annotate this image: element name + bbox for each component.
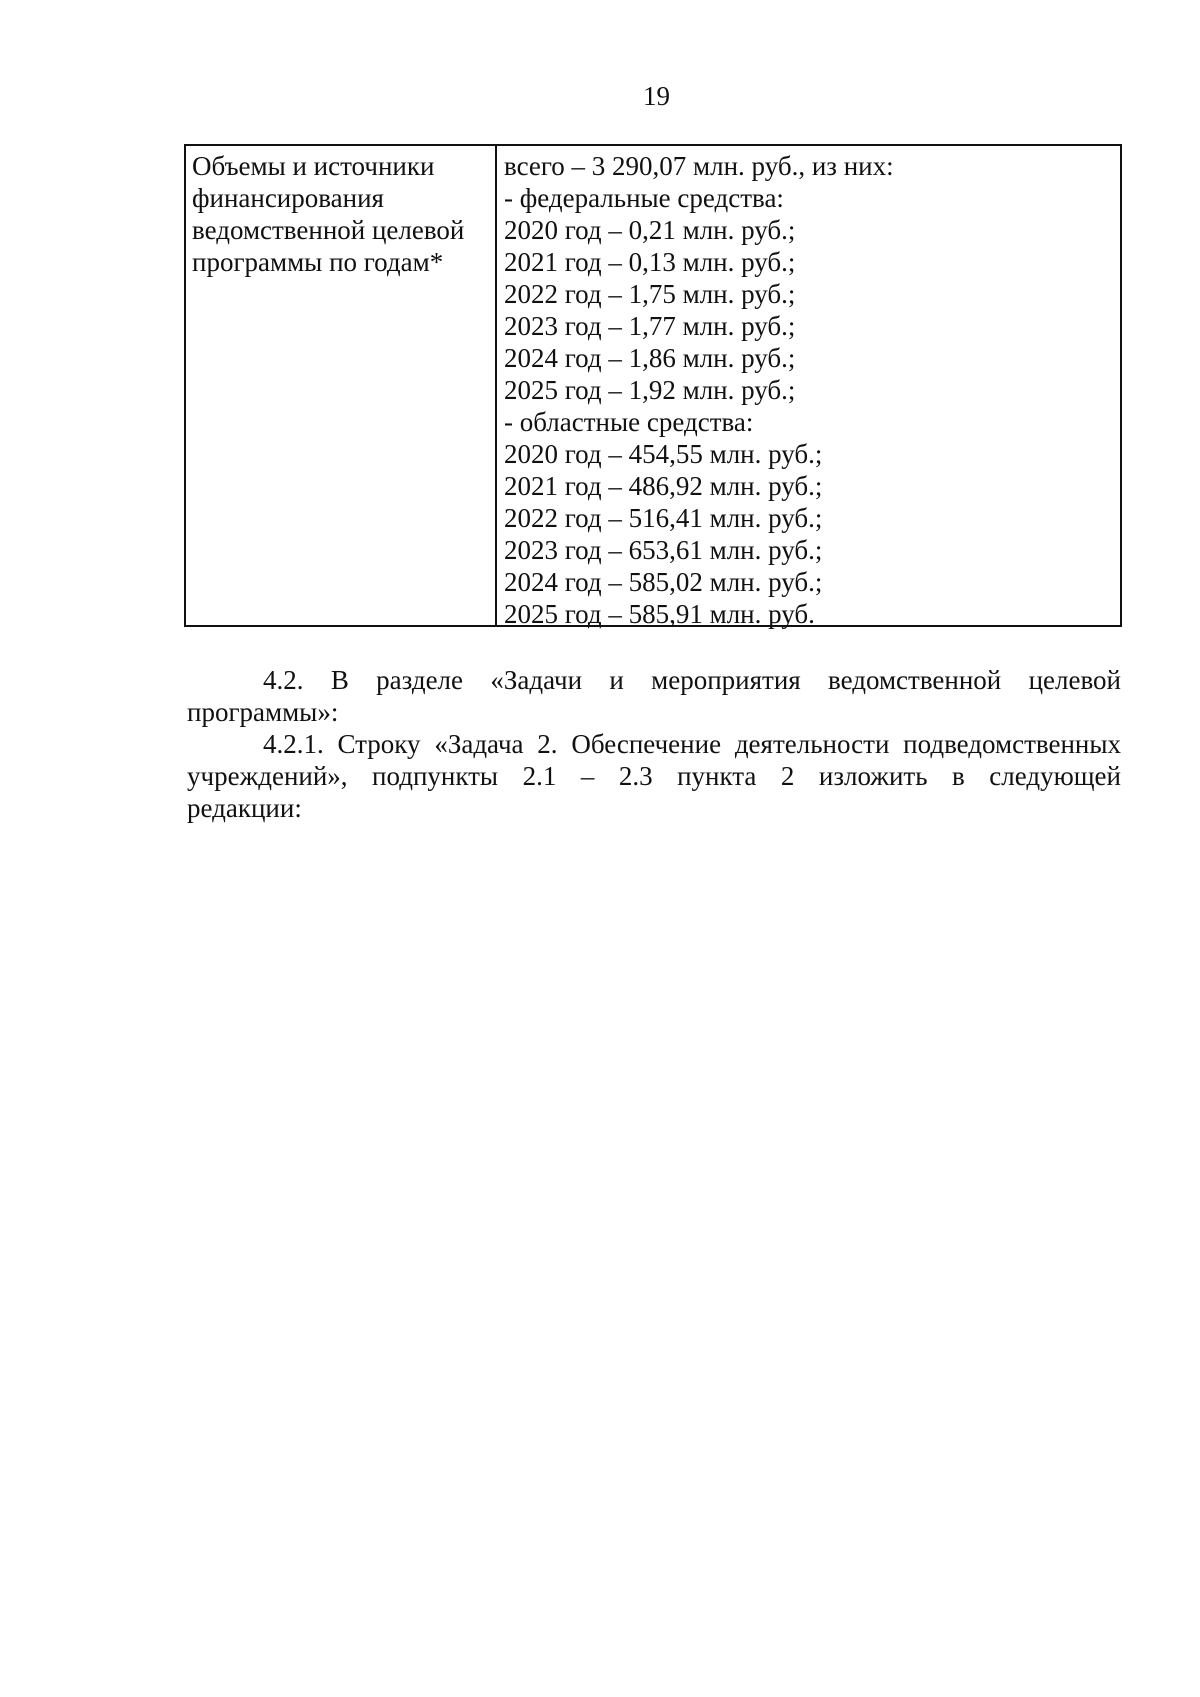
funding-line: 2025 год – 585,91 млн. руб.	[504, 599, 815, 629]
label-line: финансирования	[192, 183, 384, 213]
funding-line: 2020 год – 0,21 млн. руб.;	[504, 215, 796, 245]
funding-line: 2022 год – 516,41 млн. руб.;	[504, 503, 823, 533]
funding-line: 2023 год – 1,77 млн. руб.;	[504, 311, 796, 341]
paragraph-line: 4.2.1. Строку «Задача 2. Обеспечение деятельности подведомственных	[263, 729, 1121, 759]
paragraph-line: редакции:	[187, 793, 302, 823]
funding-source-header: - областные средства:	[504, 407, 754, 437]
funding-total: всего – 3 290,07 млн. руб., из них:	[504, 151, 894, 181]
label-line: Объемы и источники	[192, 151, 435, 181]
funding-line: 2024 год – 585,02 млн. руб.;	[504, 567, 823, 597]
page-number: 19	[643, 81, 670, 111]
paragraph-4-2	[187, 664, 1121, 728]
funding-line: 2024 год – 1,86 млн. руб.;	[504, 343, 796, 373]
funding-line: 2021 год – 0,13 млн. руб.;	[504, 247, 796, 277]
financing-table	[184, 144, 1122, 627]
funding-source-header: - федеральные средства:	[504, 183, 784, 213]
table-cell-values	[497, 146, 1120, 629]
label-line: программы по годам*	[192, 247, 444, 277]
funding-line: 2020 год – 454,55 млн. руб.;	[504, 439, 823, 469]
funding-line: 2022 год – 1,75 млн. руб.;	[504, 279, 796, 309]
funding-line: 2021 год – 486,92 млн. руб.;	[504, 471, 823, 501]
label-line: ведомственной целевой	[192, 215, 465, 245]
paragraph-4-2-1	[187, 728, 1121, 824]
funding-line: 2023 год – 653,61 млн. руб.;	[504, 535, 823, 565]
paragraph-line: учреждений», подпункты 2.1 – 2.3 пункта 2 изложить в следующей	[187, 761, 1121, 791]
table-cell-label	[186, 146, 497, 625]
funding-line: 2025 год – 1,92 млн. руб.;	[504, 375, 796, 405]
paragraph-line: 4.2. В разделе «Задачи и мероприятия ведомственной целевой	[263, 665, 1121, 695]
paragraph-line: программы»:	[187, 697, 339, 727]
